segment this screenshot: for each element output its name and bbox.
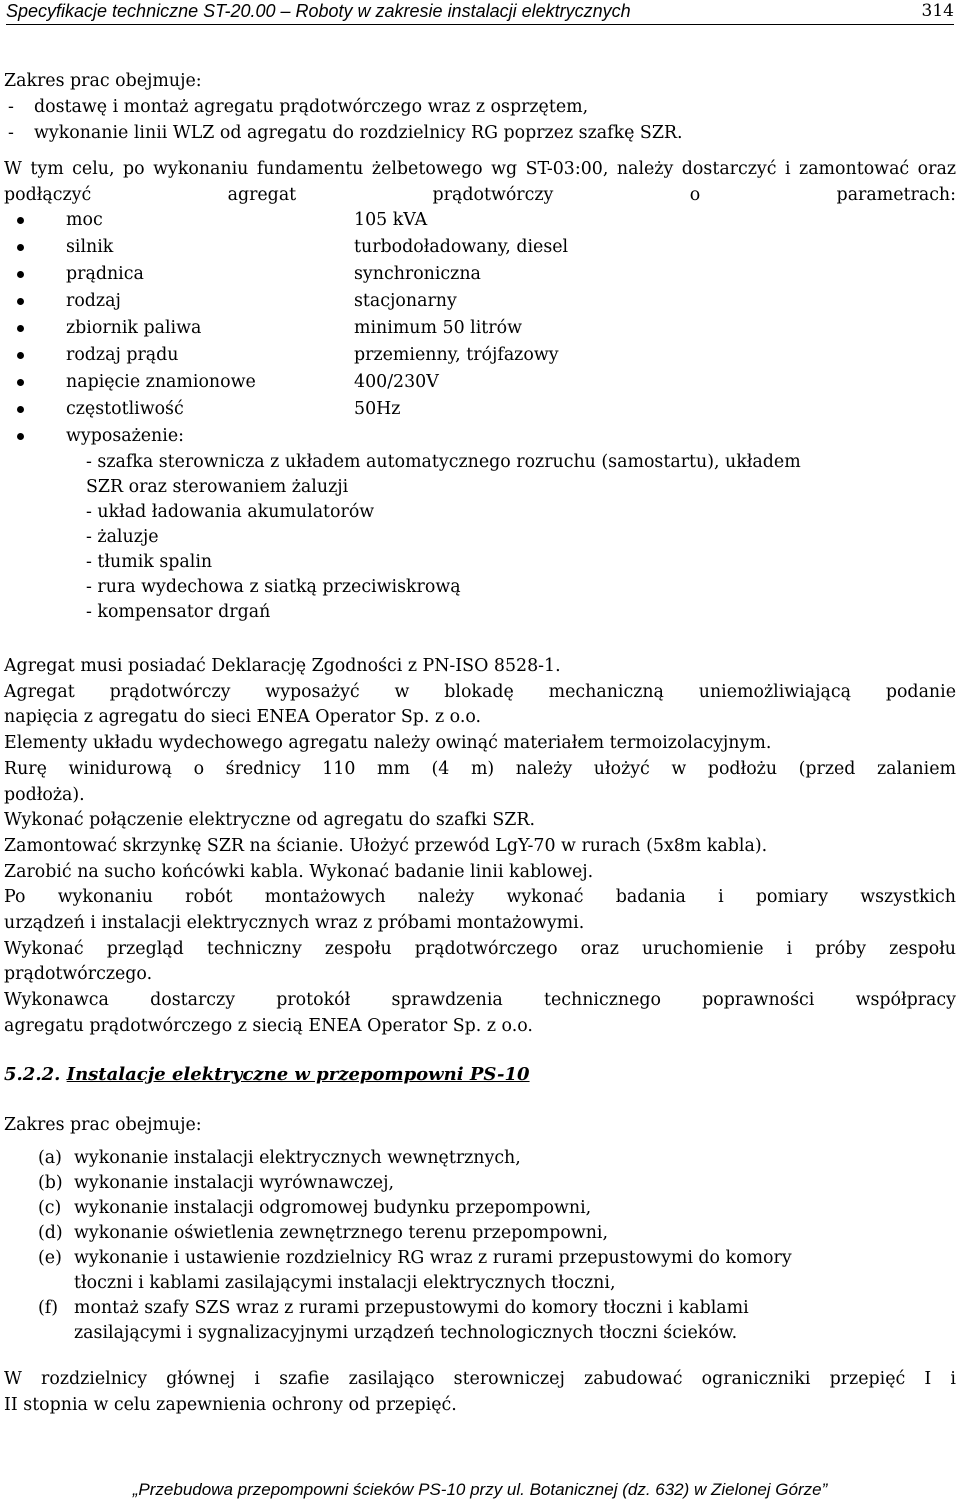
item-line: montaż szafy SZS wraz z rurami przepustowymi do komory tłoczni i kablami xyxy=(74,1298,749,1318)
paragraph xyxy=(4,988,956,1039)
paragraph-line: W rozdzielnicy głównej i szafie zasilająco sterowniczej zabudować ograniczniki przepięć I i xyxy=(4,1369,956,1389)
item-line: wykonanie instalacji wyrównawczej, xyxy=(74,1173,395,1193)
bullet-icon xyxy=(17,433,24,440)
list-item xyxy=(4,1196,956,1221)
spec-label: rodzaj xyxy=(66,291,121,311)
bullet-icon xyxy=(17,352,24,359)
list-item: - dostawę i montaż agregatu prądotwórczego wraz z osprzętem, xyxy=(4,94,956,120)
page-number: 314 xyxy=(921,1,954,21)
item-label: (f) xyxy=(38,1298,59,1318)
item-line: wykonanie oświetlenia zewnętrznego terenu przepompowni, xyxy=(74,1223,609,1243)
list-item: - szafka sterownicza z układem automatycznego rozruchu (samostartu), układem xyxy=(86,452,801,472)
paragraph-line: urządzeń i instalacji elektrycznych wraz z próbami montażowymi. xyxy=(4,913,585,934)
spec-row xyxy=(4,261,956,288)
spec-label: moc xyxy=(66,210,103,230)
paragraph-line: Po wykonaniu robót montażowych należy wykonać badania i pomiary wszystkich xyxy=(4,887,956,908)
paragraph xyxy=(4,834,956,860)
paragraph-line: prądotwórczego. xyxy=(4,964,153,985)
spec-row xyxy=(4,315,956,342)
spec-label: napięcie znamionowe xyxy=(66,372,256,392)
intro-paragraph: W tym celu, po wykonaniu fundamentu żelbetowego wg ST-03:00, należy dostarczyć i zamontować oraz podłączyć agregat prądotwórczy o parametrach: xyxy=(4,159,956,205)
paragraph-line: Wykonać przegląd techniczny zespołu prądotwórczego oraz uruchomienie i próby zespołu xyxy=(4,938,956,959)
item-label: (c) xyxy=(38,1198,62,1218)
item-line: wykonanie instalacji odgromowej budynku przepompowni, xyxy=(74,1198,592,1218)
spec-label: silnik xyxy=(66,237,114,257)
header-title: Specyfikacje techniczne ST-20.00 – Roboty w zakresie instalacji elektrycznych xyxy=(6,1,631,21)
paragraph xyxy=(4,731,956,757)
list-item: - wykonanie linii WLZ od agregatu do rozdzielnicy RG poprzez szafkę SZR. xyxy=(4,120,956,146)
paragraphs xyxy=(4,654,956,1040)
list-item: - kompensator drgań xyxy=(86,602,271,622)
list-item xyxy=(4,1146,956,1171)
spec-row xyxy=(4,234,956,261)
list-item xyxy=(4,1246,956,1296)
scope-heading: Zakres prac obejmuje: xyxy=(4,71,202,91)
paragraph xyxy=(4,680,956,731)
bullet-icon xyxy=(17,406,24,413)
item-label: (d) xyxy=(38,1223,63,1243)
spec-value: przemienny, trójfazowy xyxy=(354,345,559,365)
spec-label: zbiornik paliwa xyxy=(66,318,202,338)
paragraph-line: napięcia z agregatu do sieci ENEA Operator Sp. z o.o. xyxy=(4,707,482,728)
bullet-icon xyxy=(17,298,24,305)
paragraph-line: Wykonawca dostarczy protokół sprawdzenia technicznego poprawności współpracy xyxy=(4,990,956,1011)
list-item: SZR oraz sterowaniem żaluzji xyxy=(86,477,349,497)
equipment-list xyxy=(4,450,960,625)
list-item: - żaluzje xyxy=(86,527,159,547)
paragraph xyxy=(4,937,956,988)
list-item xyxy=(4,1221,956,1246)
paragraph-line: Elementy układu wydechowego agregatu należy owinąć materiałem termoizolacyjnym. xyxy=(4,733,772,754)
paragraph-line: Agregat prądotwórczy wyposażyć w blokadę mechaniczną uniemożliwiającą podanie xyxy=(4,681,956,702)
section-number: 5.2.2. xyxy=(4,1064,61,1085)
list-item: - układ ładowania akumulatorów xyxy=(86,502,375,522)
list-item xyxy=(4,1171,956,1196)
spec-value: minimum 50 litrów xyxy=(354,318,522,338)
paragraph-line: podłoża). xyxy=(4,784,85,805)
paragraph xyxy=(4,757,956,808)
bullet-icon xyxy=(17,217,24,224)
paragraph-line: Zarobić na sucho końcówki kabla. Wykonać badanie linii kablowej. xyxy=(4,861,594,882)
paragraph xyxy=(4,654,956,680)
spec-label: prądnica xyxy=(66,264,144,284)
section-title: Instalacje elektryczne w przepompowni PS-10 xyxy=(66,1064,530,1085)
item-label: (a) xyxy=(38,1148,62,1168)
spec-row xyxy=(4,369,956,396)
item-line: zasilającymi i sygnalizacyjnymi urządzeń technologicznych tłoczni ścieków. xyxy=(74,1323,738,1343)
list-item: - tłumik spalin xyxy=(86,552,213,572)
spec-row xyxy=(4,288,956,315)
spec-value: 50Hz xyxy=(354,399,401,419)
paragraph xyxy=(4,860,956,886)
spec-value: synchroniczna xyxy=(354,264,481,284)
bullet-icon xyxy=(17,244,24,251)
spec-list xyxy=(4,207,956,450)
scope-heading: Zakres prac obejmuje: xyxy=(4,1115,202,1135)
item-line: wykonanie i ustawienie rozdzielnicy RG wraz z rurami przepustowymi do komory xyxy=(74,1248,792,1268)
item-line: tłoczni i kablami zasilającymi instalacji elektrycznych tłoczni, xyxy=(74,1273,616,1293)
section-heading xyxy=(4,1062,956,1088)
paragraph-line: agregatu prądotwórczego z siecią ENEA Operator Sp. z o.o. xyxy=(4,1015,533,1036)
page-header xyxy=(6,0,954,25)
paragraph xyxy=(4,808,956,834)
spec-label: częstotliwość xyxy=(66,399,184,419)
item-label: (e) xyxy=(38,1248,62,1268)
page-footer: „Przebudowa przepompowni ścieków PS-10 przy ul. Botanicznej (dz. 632) w Zielonej Górze” xyxy=(132,1480,828,1499)
spec-row xyxy=(4,207,956,234)
paragraph-line: Rurę winidurową o średnicy 110 mm (4 m) należy ułożyć w podłożu (przed zalaniem xyxy=(4,758,956,779)
paragraph-line: II stopnia w celu zapewnienia ochrony od przepięć. xyxy=(4,1395,457,1415)
bullet-icon xyxy=(17,325,24,332)
item-line: wykonanie instalacji elektrycznych wewnętrznych, xyxy=(74,1148,521,1168)
item-label: (b) xyxy=(38,1173,63,1193)
spec-value: 400/230V xyxy=(354,372,439,392)
paragraph-line: Agregat musi posiadać Deklarację Zgodności z PN-ISO 8528-1. xyxy=(4,656,561,676)
bullet-icon xyxy=(17,379,24,386)
scope-list-1 xyxy=(4,68,956,146)
spec-value: stacjonarny xyxy=(354,291,457,311)
bullet-icon xyxy=(17,271,24,278)
list-item xyxy=(4,1296,956,1346)
spec-value: 105 kVA xyxy=(354,210,428,230)
spec-value: turbodoładowany, diesel xyxy=(354,237,569,257)
equipment-label: wyposażenie: xyxy=(66,426,184,446)
closing-paragraph xyxy=(4,1366,956,1418)
list-item: - rura wydechowa z siatką przeciwiskrową xyxy=(86,577,461,597)
spec-row xyxy=(4,423,956,450)
scope-list-2 xyxy=(4,1112,956,1346)
spec-row xyxy=(4,396,956,423)
paragraph xyxy=(4,885,956,936)
spec-label: rodzaj prądu xyxy=(66,345,179,365)
spec-row xyxy=(4,342,956,369)
paragraph-line: Zamontować skrzynkę SZR na ścianie. Ułożyć przewód LgY-70 w rurach (5x8m kabla). xyxy=(4,835,768,856)
paragraph-line: Wykonać połączenie elektryczne od agregatu do szafki SZR. xyxy=(4,810,536,831)
